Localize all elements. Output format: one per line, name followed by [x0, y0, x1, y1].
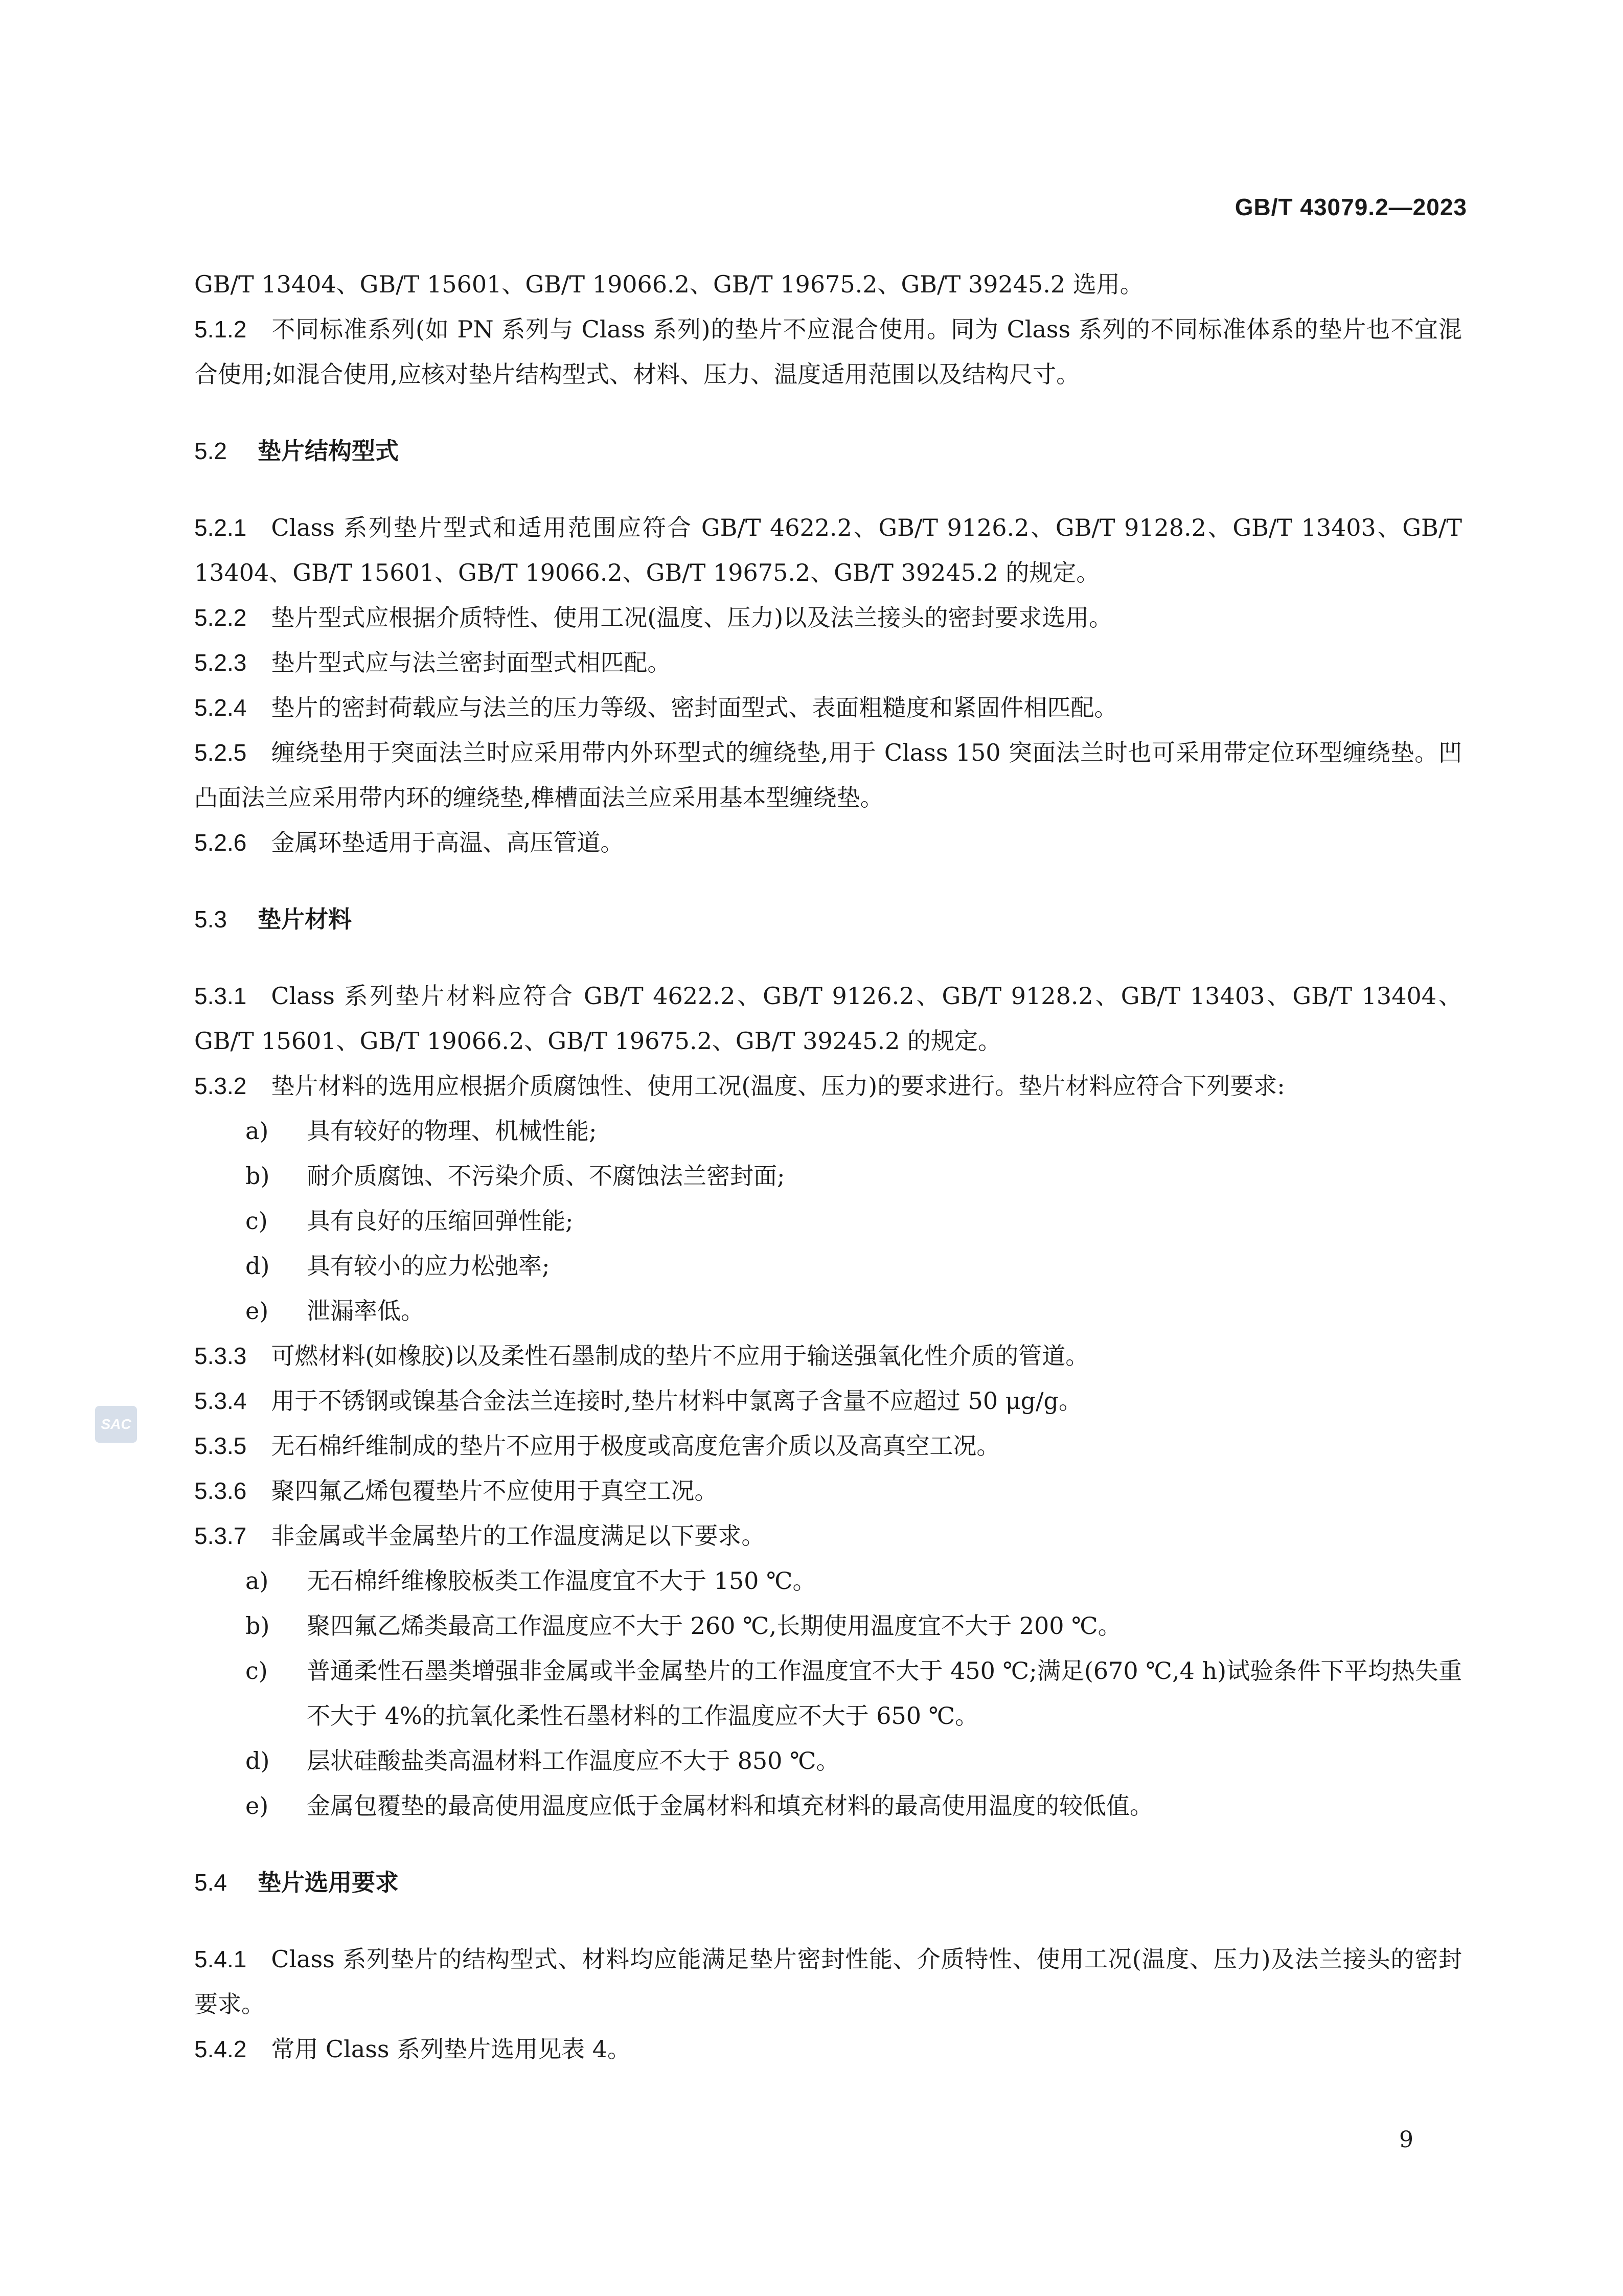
list-text: 具有较好的物理、机械性能; — [307, 1117, 597, 1145]
clause-number: 5.3.1 — [194, 983, 247, 1009]
list-text: 具有较小的应力松弛率; — [307, 1252, 550, 1280]
clause-number: 5.2.6 — [194, 829, 247, 856]
clause-number: 5.3.6 — [194, 1477, 247, 1504]
clause-5-3-7 — [194, 1513, 1462, 1558]
clause-text: 垫片型式应与法兰密封面型式相匹配。 — [271, 649, 671, 676]
clause-5-4-2 — [194, 2027, 1462, 2072]
list-item — [194, 1153, 1462, 1198]
clause-text: 非金属或半金属垫片的工作温度满足以下要求。 — [271, 1522, 765, 1550]
clause-text: 垫片型式应根据介质特性、使用工况(温度、压力)以及法兰接头的密封要求选用。 — [271, 604, 1113, 631]
clause-5-2-4 — [194, 685, 1462, 730]
list-label: b) — [245, 1612, 270, 1640]
list-label: c) — [245, 1657, 268, 1685]
section-heading-5-4 — [194, 1860, 1462, 1905]
section-number: 5.2 — [194, 438, 227, 464]
clause-text: Class 系列垫片的结构型式、材料均应能满足垫片密封性能、介质特性、使用工况(温度、压力)及法兰接头的密封要求。 — [194, 1945, 1462, 2018]
list-label: a) — [245, 1567, 269, 1595]
standard-number-header: GB/T 43079.2—2023 — [1235, 194, 1467, 220]
clause-text: Class 系列垫片材料应符合 GB/T 4622.2、GB/T 9126.2、GB/T 9128.2、GB/T 13403、GB/T 13404、GB/T 15601、GB/T 19066.2、GB/T 19675.2、GB/T 39245.2 的规定。 — [194, 982, 1462, 1055]
clause-5-4-1 — [194, 1937, 1462, 2027]
list-text: 泄漏率低。 — [307, 1297, 424, 1325]
list-label: d) — [245, 1252, 270, 1280]
clause-number: 5.3.2 — [194, 1073, 247, 1099]
clause-5-2-2 — [194, 595, 1462, 640]
clause-text: 金属环垫适用于高温、高压管道。 — [271, 829, 624, 856]
clause-text: 垫片的密封荷载应与法兰的压力等级、密封面型式、表面粗糙度和紧固件相匹配。 — [271, 694, 1118, 721]
clause-5-1-2 — [194, 307, 1462, 397]
list-item — [194, 1783, 1462, 1828]
clause-number: 5.2.3 — [194, 649, 247, 676]
list-label: e) — [245, 1297, 269, 1325]
page-number: 9 — [1399, 2127, 1413, 2153]
section-number: 5.3 — [194, 906, 227, 933]
list-item — [194, 1108, 1462, 1153]
section-title: 垫片材料 — [257, 905, 352, 933]
list-item — [194, 1243, 1462, 1288]
list-text: 耐介质腐蚀、不污染介质、不腐蚀法兰密封面; — [307, 1162, 785, 1190]
clause-5-2-1 — [194, 505, 1462, 595]
sac-watermark-logo: SAC — [95, 1406, 137, 1443]
list-item — [194, 1738, 1462, 1783]
clause-5-2-6 — [194, 820, 1462, 865]
list-item — [194, 1603, 1462, 1648]
clause-text: 聚四氟乙烯包覆垫片不应使用于真空工况。 — [271, 1477, 718, 1505]
clause-text: 无石棉纤维制成的垫片不应用于极度或高度危害介质以及高真空工况。 — [271, 1432, 1000, 1460]
list-text: 普通柔性石墨类增强非金属或半金属垫片的工作温度宜不大于 450 ℃;满足(670 ℃,4 h)试验条件下平均热失重不大于 4%的抗氧化柔性石墨材料的工作温度应不大于 650 ℃。 — [307, 1657, 1462, 1730]
clause-5-2-5 — [194, 730, 1462, 820]
list-text: 金属包覆垫的最高使用温度应低于金属材料和填充材料的最高使用温度的较低值。 — [307, 1792, 1153, 1820]
clause-5-2-3 — [194, 640, 1462, 685]
clause-number: 5.3.7 — [194, 1522, 247, 1549]
clause-text: 不同标准系列(如 PN 系列与 Class 系列)的垫片不应混合使用。同为 Class 系列的不同标准体系的垫片也不宜混合使用;如混合使用,应核对垫片结构型式、材料、压力、温度适用范围以及结构尺寸。 — [194, 315, 1462, 388]
list-text: 具有良好的压缩回弹性能; — [307, 1207, 574, 1235]
clause-number: 5.3.5 — [194, 1433, 247, 1459]
clause-5-3-2 — [194, 1063, 1462, 1108]
clause-5-3-3 — [194, 1333, 1462, 1378]
list-label: e) — [245, 1792, 269, 1820]
section-title: 垫片结构型式 — [257, 437, 399, 465]
list-label: b) — [245, 1162, 270, 1190]
clause-text: 垫片材料的选用应根据介质腐蚀性、使用工况(温度、压力)的要求进行。垫片材料应符合下列要求: — [271, 1072, 1285, 1100]
clause-number: 5.3.3 — [194, 1343, 247, 1369]
clause-number: 5.2.4 — [194, 694, 247, 721]
clause-5-3-4 — [194, 1378, 1462, 1423]
list-text: 聚四氟乙烯类最高工作温度应不大于 260 ℃,长期使用温度宜不大于 200 ℃。 — [307, 1612, 1122, 1640]
clause-text: Class 系列垫片型式和适用范围应符合 GB/T 4622.2、GB/T 9126.2、GB/T 9128.2、GB/T 13403、GB/T 13404、GB/T 15601、GB/T 19066.2、GB/T 19675.2、GB/T 39245.2 的规定。 — [194, 514, 1462, 586]
clause-5-3-6 — [194, 1468, 1462, 1513]
clause-number: 5.1.2 — [194, 316, 247, 343]
list-item — [194, 1198, 1462, 1243]
section-heading-5-3 — [194, 897, 1462, 942]
document-body — [194, 262, 1462, 2072]
clause-number: 5.4.1 — [194, 1946, 247, 1972]
list-item — [194, 1558, 1462, 1603]
clause-number: 5.3.4 — [194, 1388, 247, 1414]
list-label: c) — [245, 1207, 268, 1235]
clause-5-3-5 — [194, 1423, 1462, 1468]
clause-text: 缠绕垫用于突面法兰时应采用带内外环型式的缠绕垫,用于 Class 150 突面法兰时也可采用带定位环型缠绕垫。凹凸面法兰应采用带内环的缠绕垫,榫槽面法兰应采用基本型缠绕垫。 — [194, 739, 1462, 811]
section-title: 垫片选用要求 — [257, 1869, 399, 1896]
list-label: a) — [245, 1117, 269, 1145]
section-number: 5.4 — [194, 1869, 227, 1896]
clause-text: 可燃材料(如橡胶)以及柔性石墨制成的垫片不应用于输送强氧化性介质的管道。 — [271, 1342, 1089, 1370]
list-text: 层状硅酸盐类高温材料工作温度应不大于 850 ℃。 — [307, 1747, 840, 1775]
list-label: d) — [245, 1747, 270, 1775]
clause-5-3-1 — [194, 973, 1462, 1063]
list-text: 无石棉纤维橡胶板类工作温度宜不大于 150 ℃。 — [307, 1567, 816, 1595]
clause-number: 5.2.2 — [194, 604, 247, 631]
clause-number: 5.4.2 — [194, 2036, 247, 2062]
section-heading-5-2 — [194, 428, 1462, 473]
clause-text: 用于不锈钢或镍基合金法兰连接时,垫片材料中氯离子含量不应超过 50 μg/g。 — [271, 1387, 1082, 1415]
paragraph-continuation: GB/T 13404、GB/T 15601、GB/T 19066.2、GB/T 19675.2、GB/T 39245.2 选用。 — [194, 270, 1144, 298]
list-item — [194, 1288, 1462, 1333]
clause-number: 5.2.1 — [194, 514, 247, 541]
clause-number: 5.2.5 — [194, 739, 247, 766]
list-item — [194, 1648, 1462, 1738]
clause-text: 常用 Class 系列垫片选用见表 4。 — [271, 2035, 631, 2063]
